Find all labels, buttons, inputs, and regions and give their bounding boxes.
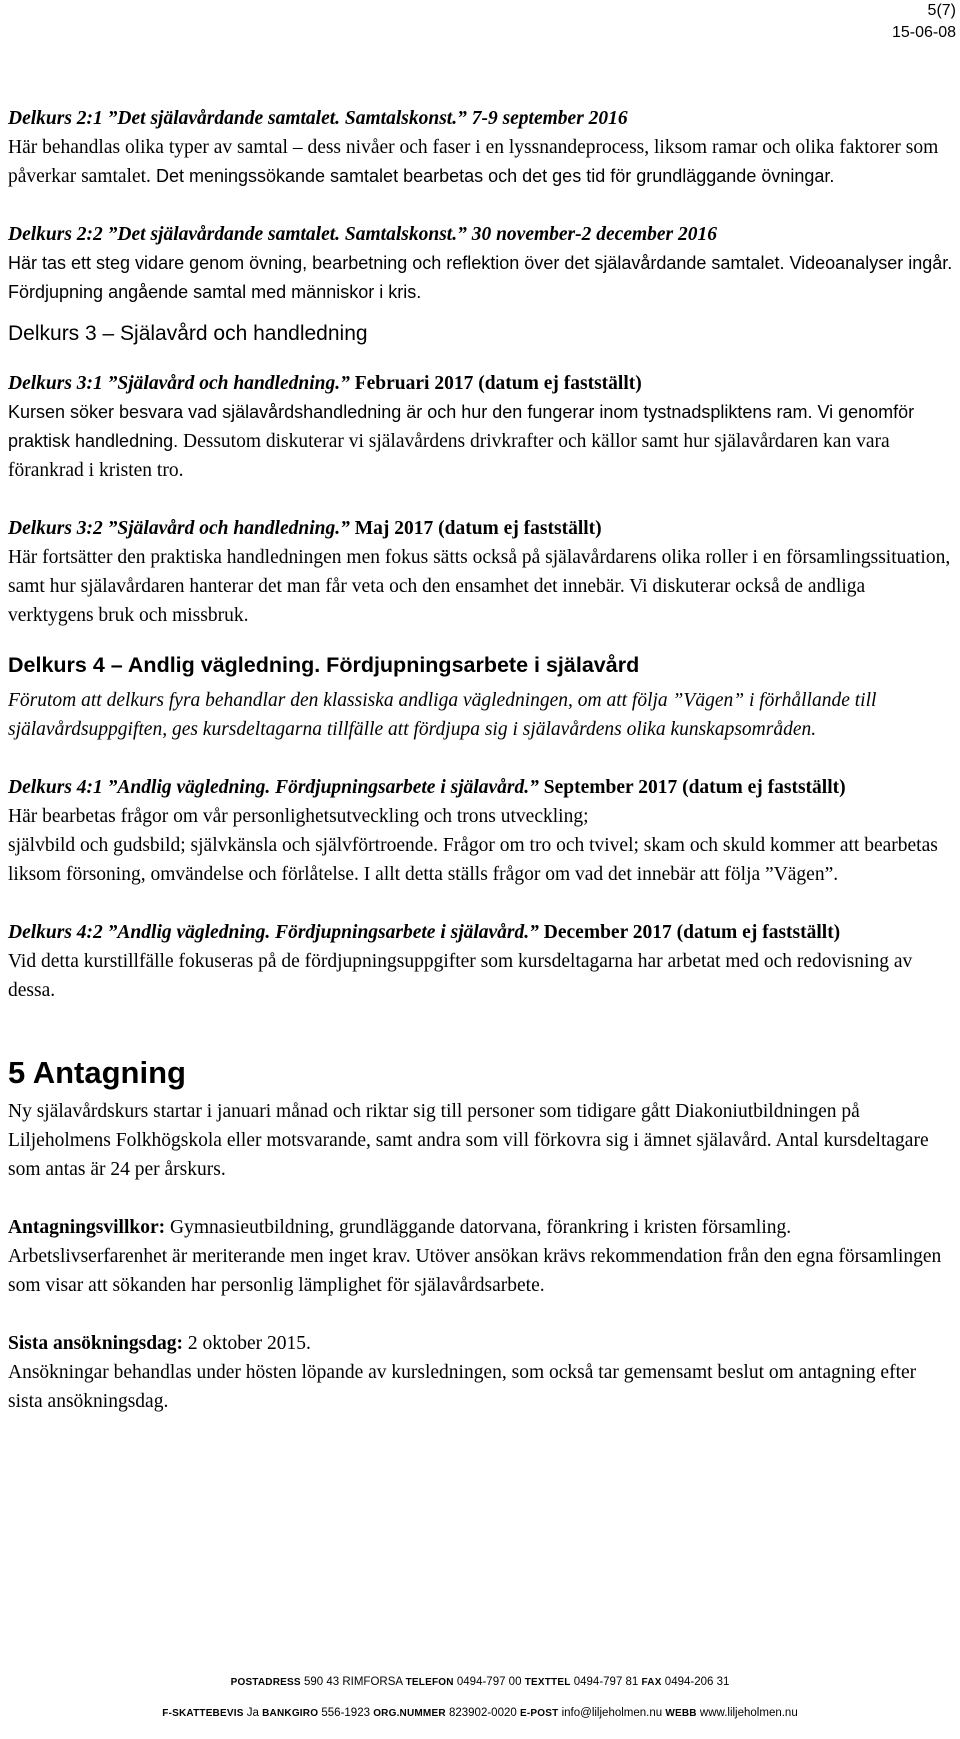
fskatt-value: Ja (246, 1707, 259, 1719)
delkurs-3-1-date: Februari 2017 (datum ej fastställt) (349, 373, 642, 394)
sista-ansokningsdag-label: Sista ansökningsdag: (8, 1333, 184, 1354)
antagningsvillkor-text: Gymnasieutbildning, grundläggande datorvana, förankring i kristen församling. Arbetslivserfarenhet är meriterande men inget krav. Utöver ansökan krävs rekommendation från den egna församlingen som visar att sökanden har personlig lämplighet för själavårdsarbete. (8, 1217, 942, 1296)
section-delkurs-3-2 (8, 514, 953, 630)
sista-ansokningsdag-date: 2 oktober 2015. (183, 1333, 311, 1354)
delkurs-4-1-line-1: Här bearbetas frågor om vår personlighetsutveckling och trons utveckling; (8, 806, 589, 827)
epost-value: info@liljeholmen.nu (561, 1707, 663, 1719)
document-date: 15-06-08 (891, 24, 956, 41)
delkurs-3-1-body-sans: Kursen söker besvara vad själavårdshandledning är och hur den fungerar inom tystnadspliktens ram. Vi genomför praktisk handledning. (8, 402, 915, 451)
fax-label: FAX (641, 1677, 662, 1688)
webb-label: WEBB (665, 1708, 697, 1719)
delkurs-2-1-body (8, 133, 953, 191)
bankgiro-label: BANKGIRO (262, 1708, 319, 1719)
delkurs-4-1-title-italic: Delkurs 4:1 ”Andlig vägledning. Fördjupningsarbete i själavård.” (8, 777, 539, 798)
telefon-value: 0494-797 00 (456, 1676, 522, 1688)
delkurs-2-1-body-sans: Det meningssökande samtalet bearbetas och det ges tid för grundläggande övningar. (150, 166, 835, 186)
delkurs-3-2-title-italic: Delkurs 3:2 ”Själavård och handledning.” (8, 518, 350, 539)
page-number: 5(7) (927, 2, 956, 19)
delkurs-2-1-title: Delkurs 2:1 ”Det själavårdande samtalet. Samtalskonst.” 7-9 september 2016 (8, 108, 628, 129)
footer-line-1 (0, 1674, 960, 1691)
delkurs-3-1-body-serif: Dessutom diskuterar vi själavårdens drivkrafter och källor samt hur själavårdaren kan vara förankrad i kristen tro. (8, 431, 890, 481)
antagningsvillkor-label: Antagningsvillkor: (8, 1217, 166, 1238)
delkurs-4-1-title (8, 773, 953, 802)
delkurs-3-2-body: Här fortsätter den praktiska handledningen men fokus sätts också på själavårdarens olika roller i en församlingssituation, samt hur själavårdaren hanterar det man får veta och den ensamhet det innebär. Vi diskuterar också de andliga verktygens bruk och missbruk. (8, 547, 951, 626)
delkurs-4-2-body: Vid detta kurstillfälle fokuseras på de fördjupningsuppgifter som kursdeltagarna har arbetat med och redovisning av dessa. (8, 951, 913, 1001)
antagning-heading: 5 Antagning (8, 1055, 186, 1090)
antagning-intro: Ny själavårdskurs startar i januari månad och riktar sig till personer som tidigare gått Diakoniutbildningen på Liljeholmens Folkhögskola eller motsvarande, samt andra som vill förkovra sig i ämnet själavård. Antal kursdeltagare som antas är 24 per årskurs. (8, 1101, 929, 1180)
fskatt-label: F-SKATTEBEVIS (162, 1708, 244, 1719)
ansokningar-info: Ansökningar behandlas under hösten löpande av kursledningen, som också tar gemensamt beslut om antagning efter sista ansökningsdag. (8, 1362, 917, 1412)
section-delkurs-3-1 (8, 369, 953, 485)
bankgiro-value: 556-1923 (321, 1707, 370, 1719)
orgnr-label: ORG.NUMMER (373, 1708, 446, 1719)
delkurs-4-2-title-italic: Delkurs 4:2 ”Andlig vägledning. Fördjupningsarbete i själavård.” (8, 922, 539, 943)
texttel-value: 0494-797 81 (573, 1676, 639, 1688)
epost-label: E-POST (519, 1708, 559, 1719)
delkurs-4-2-title (8, 918, 953, 947)
delkurs-4-intro: Förutom att delkurs fyra behandlar den klassiska andliga vägledningen, om att följa ”Vägen” i förhållande till själavårdsuppgiften, ges kursdeltagarna tillfälle att fördjupa sig i själavårdens olika kunskapsområden. (8, 690, 877, 740)
footer-line-2 (0, 1705, 960, 1722)
fax-value: 0494-206 31 (664, 1676, 730, 1688)
document-body (8, 104, 953, 1416)
section-delkurs-4-2 (8, 918, 953, 1005)
delkurs-3-heading: Delkurs 3 – Själavård och handledning (8, 322, 368, 345)
delkurs-2-2-body: Här tas ett steg vidare genom övning, bearbetning och reflektion över det själavårdande samtalet. Videoanalyser ingår. Fördjupning angående samtal med människor i kris. (8, 253, 953, 302)
delkurs-4-heading: Delkurs 4 – Andlig vägledning. Fördjupningsarbete i själavård (8, 653, 640, 677)
delkurs-4-2-date: December 2017 (datum ej fastställt) (538, 922, 841, 943)
page-header (892, 0, 956, 44)
section-delkurs-4-1 (8, 773, 953, 889)
delkurs-3-1-body (8, 398, 953, 485)
section-delkurs-2-2 (8, 220, 953, 307)
delkurs-4-1-line-2: självbild och gudsbild; självkänsla och självförtroende. Frågor om tro och tvivel; skam och skuld kommer att bearbetas liksom försoning, omvändelse och förlåtelse. I allt detta ställs frågor om vad det innebär att följa ”Vägen”. (8, 835, 938, 885)
delkurs-3-2-date: Maj 2017 (datum ej fastställt) (349, 518, 602, 539)
postadress-label: POSTADRESS (230, 1677, 301, 1688)
delkurs-4-1-date: September 2017 (datum ej fastställt) (538, 777, 846, 798)
telefon-label: TELEFON (405, 1677, 454, 1688)
postadress-value: 590 43 RIMFORSA (303, 1676, 403, 1688)
orgnr-value: 823902-0020 (448, 1707, 517, 1719)
delkurs-3-1-title (8, 369, 953, 398)
delkurs-3-2-title (8, 514, 953, 543)
webb-value: www.liljeholmen.nu (699, 1707, 798, 1719)
delkurs-2-1-body-serif: Här behandlas olika typer av samtal – dess nivåer och faser i en lyssnandeprocess, liksom ramar och olika faktorer som påverkar samtalet. (8, 137, 939, 187)
section-delkurs-2-1 (8, 104, 953, 191)
delkurs-2-2-title: Delkurs 2:2 ”Det själavårdande samtalet. Samtalskonst.” 30 november-2 december 2016 (8, 224, 718, 245)
sista-ansokningsdag (8, 1329, 953, 1358)
texttel-label: TEXTTEL (524, 1677, 571, 1688)
delkurs-3-1-title-italic: Delkurs 3:1 ”Själavård och handledning.” (8, 373, 350, 394)
antagningsvillkor (8, 1213, 953, 1300)
